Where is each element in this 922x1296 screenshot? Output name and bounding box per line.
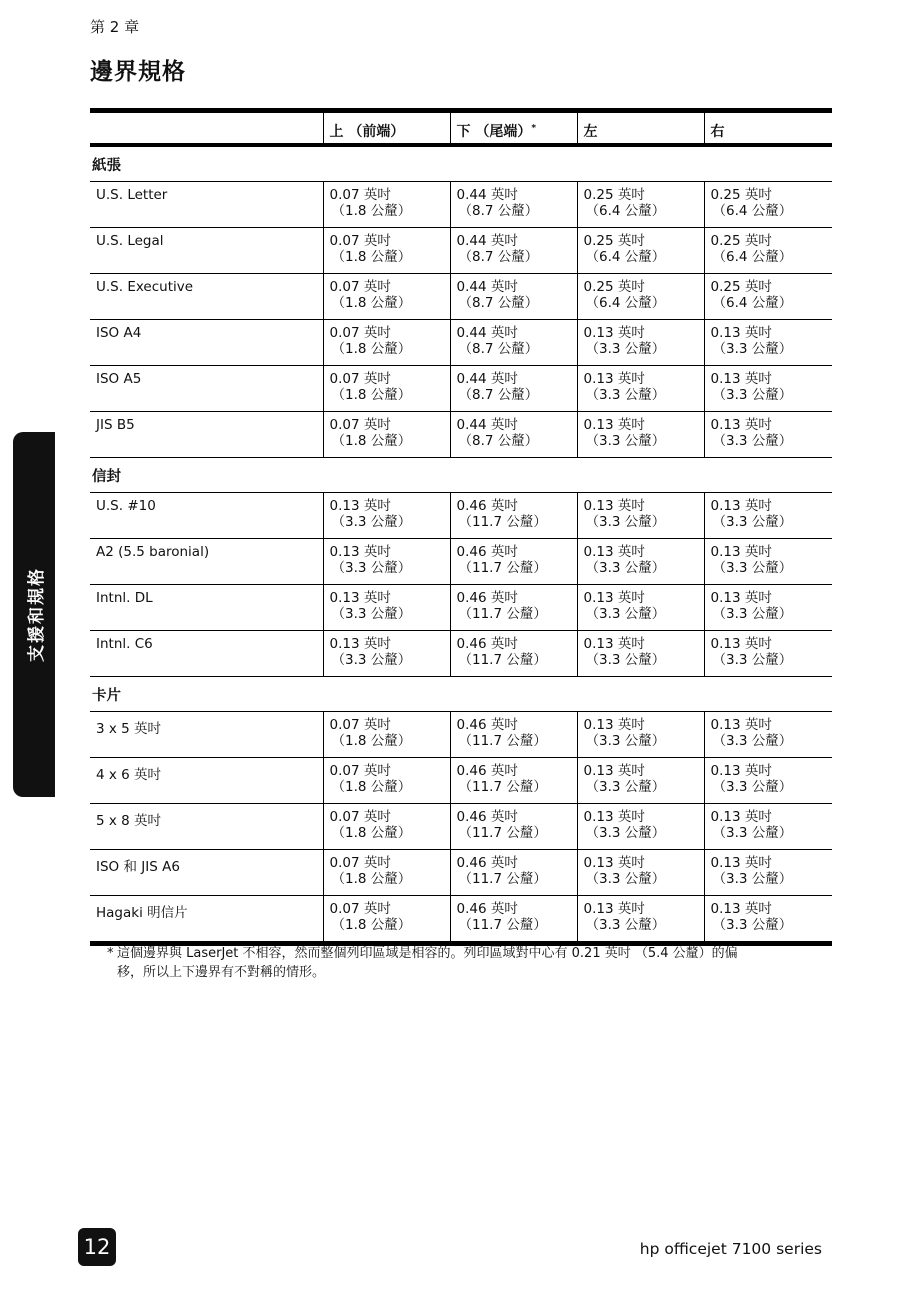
margin-value-cell bbox=[704, 895, 832, 943]
margin-value-cell bbox=[323, 181, 450, 227]
margin-millimeters: （3.3 公釐） bbox=[712, 651, 793, 668]
margin-inches: 0.46 英吋 bbox=[456, 854, 518, 871]
margin-millimeters: （3.3 公釐） bbox=[585, 916, 666, 933]
section-title: 信封 bbox=[90, 457, 832, 492]
margin-millimeters: （3.3 公釐） bbox=[585, 870, 666, 887]
margin-value-cell bbox=[323, 319, 450, 365]
margin-inches: 0.13 英吋 bbox=[583, 854, 645, 871]
margin-inches: 0.13 英吋 bbox=[710, 370, 772, 387]
margin-value-cell bbox=[450, 181, 577, 227]
table-row bbox=[90, 492, 832, 538]
margin-millimeters: （8.7 公釐） bbox=[458, 386, 539, 403]
margin-inches: 0.44 英吋 bbox=[456, 186, 518, 203]
footnote-asterisk: * bbox=[107, 946, 114, 961]
margin-value-cell bbox=[323, 365, 450, 411]
margin-millimeters: （3.3 公釐） bbox=[712, 559, 793, 576]
margin-inches: 0.13 英吋 bbox=[583, 762, 645, 779]
margin-value-cell bbox=[577, 492, 704, 538]
margin-value-cell bbox=[704, 492, 832, 538]
table-row bbox=[90, 803, 832, 849]
margin-inches: 0.13 英吋 bbox=[583, 900, 645, 917]
brand-footer: hp officejet 7100 series bbox=[639, 1240, 822, 1258]
margin-value-cell bbox=[577, 803, 704, 849]
margin-millimeters: （11.7 公釐） bbox=[458, 513, 547, 530]
media-size-name: A2 (5.5 baronial) bbox=[90, 538, 323, 584]
margin-inches: 0.13 英吋 bbox=[329, 635, 391, 652]
margin-millimeters: （3.3 公釐） bbox=[585, 340, 666, 357]
margin-value-cell bbox=[704, 227, 832, 273]
margin-inches: 0.25 英吋 bbox=[710, 186, 772, 203]
margin-millimeters: （3.3 公釐） bbox=[712, 778, 793, 795]
margin-millimeters: （1.8 公釐） bbox=[331, 916, 412, 933]
media-size-name: 5 x 8 英吋 bbox=[90, 803, 323, 849]
margin-millimeters: （6.4 公釐） bbox=[712, 294, 793, 311]
margin-inches: 0.13 英吋 bbox=[583, 543, 645, 560]
margin-value-cell bbox=[450, 411, 577, 457]
media-size-name: U.S. Letter bbox=[90, 181, 323, 227]
margin-value-cell bbox=[577, 584, 704, 630]
margin-inches: 0.25 英吋 bbox=[583, 186, 645, 203]
media-size-name: ISO A5 bbox=[90, 365, 323, 411]
margin-inches: 0.46 英吋 bbox=[456, 762, 518, 779]
margin-millimeters: （1.8 公釐） bbox=[331, 778, 412, 795]
margin-inches: 0.46 英吋 bbox=[456, 635, 518, 652]
table-row bbox=[90, 895, 832, 943]
margin-value-cell bbox=[704, 803, 832, 849]
margin-inches: 0.44 英吋 bbox=[456, 370, 518, 387]
margin-millimeters: （3.3 公釐） bbox=[331, 559, 412, 576]
table-row bbox=[90, 319, 832, 365]
margin-millimeters: （3.3 公釐） bbox=[331, 513, 412, 530]
margin-millimeters: （3.3 公釐） bbox=[712, 513, 793, 530]
margin-millimeters: （1.8 公釐） bbox=[331, 732, 412, 749]
margin-inches: 0.44 英吋 bbox=[456, 416, 518, 433]
table-body bbox=[90, 145, 832, 944]
margin-inches: 0.13 英吋 bbox=[710, 900, 772, 917]
margin-inches: 0.07 英吋 bbox=[329, 416, 391, 433]
margin-inches: 0.46 英吋 bbox=[456, 543, 518, 560]
margin-value-cell bbox=[323, 411, 450, 457]
margin-value-cell bbox=[323, 273, 450, 319]
margin-inches: 0.46 英吋 bbox=[456, 808, 518, 825]
margin-value-cell bbox=[323, 227, 450, 273]
margin-value-cell bbox=[704, 584, 832, 630]
margin-value-cell bbox=[450, 630, 577, 676]
section-title: 卡片 bbox=[90, 676, 832, 711]
margin-inches: 0.07 英吋 bbox=[329, 186, 391, 203]
footnote-line-2: 移，所以上下邊界有不對稱的情形。 bbox=[117, 965, 326, 980]
margin-value-cell bbox=[704, 849, 832, 895]
margin-value-cell bbox=[577, 849, 704, 895]
margin-value-cell bbox=[323, 895, 450, 943]
section-title: 紙張 bbox=[90, 145, 832, 182]
margin-inches: 0.13 英吋 bbox=[583, 716, 645, 733]
margin-inches: 0.46 英吋 bbox=[456, 589, 518, 606]
margin-millimeters: （3.3 公釐） bbox=[585, 651, 666, 668]
margin-inches: 0.07 英吋 bbox=[329, 900, 391, 917]
table-row bbox=[90, 273, 832, 319]
margin-inches: 0.25 英吋 bbox=[583, 278, 645, 295]
margin-millimeters: （3.3 公釐） bbox=[712, 824, 793, 841]
margin-inches: 0.13 英吋 bbox=[710, 762, 772, 779]
margin-value-cell bbox=[450, 273, 577, 319]
margin-value-cell bbox=[323, 849, 450, 895]
margin-millimeters: （11.7 公釐） bbox=[458, 559, 547, 576]
margin-millimeters: （11.7 公釐） bbox=[458, 778, 547, 795]
section-row bbox=[90, 676, 832, 711]
margin-inches: 0.44 英吋 bbox=[456, 232, 518, 249]
chapter-label: 第 2 章 bbox=[90, 18, 140, 36]
margin-value-cell bbox=[704, 365, 832, 411]
margin-millimeters: （11.7 公釐） bbox=[458, 870, 547, 887]
side-tab[interactable] bbox=[13, 432, 55, 797]
margin-millimeters: （3.3 公釐） bbox=[331, 651, 412, 668]
margin-value-cell bbox=[577, 411, 704, 457]
margin-millimeters: （6.4 公釐） bbox=[712, 202, 793, 219]
margin-inches: 0.13 英吋 bbox=[710, 416, 772, 433]
margin-millimeters: （6.4 公釐） bbox=[585, 294, 666, 311]
margin-millimeters: （1.8 公釐） bbox=[331, 432, 412, 449]
margin-millimeters: （11.7 公釐） bbox=[458, 824, 547, 841]
margin-value-cell bbox=[450, 803, 577, 849]
margin-value-cell bbox=[450, 849, 577, 895]
table-header-row bbox=[90, 111, 832, 145]
margin-value-cell bbox=[577, 273, 704, 319]
margin-value-cell bbox=[450, 319, 577, 365]
margin-inches: 0.13 英吋 bbox=[710, 589, 772, 606]
margin-value-cell bbox=[577, 711, 704, 757]
margin-value-cell bbox=[704, 538, 832, 584]
margin-millimeters: （3.3 公釐） bbox=[712, 732, 793, 749]
margin-millimeters: （6.4 公釐） bbox=[712, 248, 793, 265]
margin-value-cell bbox=[577, 895, 704, 943]
margin-inches: 0.13 英吋 bbox=[710, 808, 772, 825]
margin-inches: 0.25 英吋 bbox=[583, 232, 645, 249]
side-tab-label: 支援和規格 bbox=[26, 567, 47, 662]
margin-inches: 0.13 英吋 bbox=[710, 497, 772, 514]
margin-inches: 0.07 英吋 bbox=[329, 808, 391, 825]
table-row bbox=[90, 630, 832, 676]
margin-inches: 0.07 英吋 bbox=[329, 854, 391, 871]
table-row bbox=[90, 849, 832, 895]
margin-value-cell bbox=[577, 757, 704, 803]
margin-millimeters: （6.4 公釐） bbox=[585, 248, 666, 265]
margin-value-cell bbox=[450, 584, 577, 630]
margin-millimeters: （1.8 公釐） bbox=[331, 248, 412, 265]
table-row bbox=[90, 411, 832, 457]
margin-millimeters: （8.7 公釐） bbox=[458, 340, 539, 357]
margin-inches: 0.13 英吋 bbox=[583, 416, 645, 433]
media-size-name: ISO 和 JIS A6 bbox=[90, 849, 323, 895]
margin-value-cell bbox=[704, 319, 832, 365]
margin-value-cell bbox=[450, 538, 577, 584]
margin-inches: 0.13 英吋 bbox=[710, 324, 772, 341]
margin-millimeters: （3.3 公釐） bbox=[585, 559, 666, 576]
margin-millimeters: （3.3 公釐） bbox=[585, 778, 666, 795]
margin-value-cell bbox=[323, 630, 450, 676]
margin-value-cell bbox=[577, 630, 704, 676]
margin-inches: 0.13 英吋 bbox=[583, 808, 645, 825]
margin-millimeters: （3.3 公釐） bbox=[712, 432, 793, 449]
media-size-name: Intnl. C6 bbox=[90, 630, 323, 676]
margin-millimeters: （3.3 公釐） bbox=[585, 824, 666, 841]
header-bottom: 下 （尾端）* bbox=[450, 111, 577, 145]
margin-millimeters: （8.7 公釐） bbox=[458, 432, 539, 449]
table-row bbox=[90, 711, 832, 757]
margin-millimeters: （3.3 公釐） bbox=[585, 432, 666, 449]
margin-inches: 0.13 英吋 bbox=[710, 716, 772, 733]
margin-inches: 0.13 英吋 bbox=[329, 543, 391, 560]
margin-value-cell bbox=[577, 181, 704, 227]
margin-value-cell bbox=[323, 538, 450, 584]
margin-inches: 0.13 英吋 bbox=[710, 854, 772, 871]
table-row bbox=[90, 227, 832, 273]
margin-value-cell bbox=[450, 492, 577, 538]
table-row bbox=[90, 538, 832, 584]
margin-value-cell bbox=[450, 711, 577, 757]
margin-inches: 0.07 英吋 bbox=[329, 370, 391, 387]
media-size-name: Hagaki 明信片 bbox=[90, 895, 323, 943]
margin-inches: 0.07 英吋 bbox=[329, 278, 391, 295]
margin-millimeters: （8.7 公釐） bbox=[458, 248, 539, 265]
header-blank bbox=[90, 111, 323, 145]
margin-millimeters: （3.3 公釐） bbox=[331, 605, 412, 622]
margin-inches: 0.13 英吋 bbox=[583, 324, 645, 341]
table-row bbox=[90, 584, 832, 630]
margin-millimeters: （1.8 公釐） bbox=[331, 824, 412, 841]
margin-millimeters: （1.8 公釐） bbox=[331, 386, 412, 403]
margin-millimeters: （8.7 公釐） bbox=[458, 294, 539, 311]
footnote-line-1: 這個邊界與 LaserJet 不相容，然而整個列印區域是相容的。列印區域對中心有 0.21 英吋 （5.4 公釐）的偏 bbox=[117, 946, 738, 961]
margin-millimeters: （3.3 公釐） bbox=[712, 386, 793, 403]
margin-value-cell bbox=[323, 492, 450, 538]
media-size-name: Intnl. DL bbox=[90, 584, 323, 630]
margin-inches: 0.44 英吋 bbox=[456, 324, 518, 341]
page-title: 邊界規格 bbox=[90, 59, 186, 85]
margin-inches: 0.07 英吋 bbox=[329, 324, 391, 341]
margin-millimeters: （1.8 公釐） bbox=[331, 202, 412, 219]
margin-millimeters: （3.3 公釐） bbox=[712, 340, 793, 357]
margin-value-cell bbox=[704, 181, 832, 227]
margin-inches: 0.46 英吋 bbox=[456, 716, 518, 733]
section-row bbox=[90, 457, 832, 492]
margin-value-cell bbox=[323, 711, 450, 757]
header-top: 上 （前端） bbox=[323, 111, 450, 145]
margin-millimeters: （11.7 公釐） bbox=[458, 651, 547, 668]
margin-value-cell bbox=[450, 365, 577, 411]
media-size-name: 3 x 5 英吋 bbox=[90, 711, 323, 757]
margin-inches: 0.07 英吋 bbox=[329, 762, 391, 779]
margin-value-cell bbox=[323, 584, 450, 630]
margin-value-cell bbox=[704, 273, 832, 319]
margin-value-cell bbox=[704, 711, 832, 757]
margin-value-cell bbox=[450, 757, 577, 803]
margin-millimeters: （11.7 公釐） bbox=[458, 732, 547, 749]
media-size-name: U.S. #10 bbox=[90, 492, 323, 538]
margin-millimeters: （3.3 公釐） bbox=[712, 870, 793, 887]
margin-millimeters: （3.3 公釐） bbox=[712, 605, 793, 622]
margin-millimeters: （11.7 公釐） bbox=[458, 916, 547, 933]
margin-inches: 0.25 英吋 bbox=[710, 278, 772, 295]
margin-millimeters: （3.3 公釐） bbox=[585, 513, 666, 530]
margin-inches: 0.46 英吋 bbox=[456, 900, 518, 917]
margin-value-cell bbox=[323, 757, 450, 803]
section-row bbox=[90, 145, 832, 182]
margin-value-cell bbox=[704, 630, 832, 676]
margin-inches: 0.13 英吋 bbox=[329, 589, 391, 606]
margin-value-cell bbox=[450, 895, 577, 943]
margin-inches: 0.07 英吋 bbox=[329, 232, 391, 249]
margin-inches: 0.44 英吋 bbox=[456, 278, 518, 295]
media-size-name: U.S. Legal bbox=[90, 227, 323, 273]
margin-inches: 0.13 英吋 bbox=[710, 635, 772, 652]
margin-value-cell bbox=[577, 538, 704, 584]
media-size-name: JIS B5 bbox=[90, 411, 323, 457]
margin-inches: 0.13 英吋 bbox=[583, 635, 645, 652]
margin-millimeters: （6.4 公釐） bbox=[585, 202, 666, 219]
margin-value-cell bbox=[577, 365, 704, 411]
media-size-name: 4 x 6 英吋 bbox=[90, 757, 323, 803]
margin-inches: 0.13 英吋 bbox=[583, 497, 645, 514]
margin-inches: 0.46 英吋 bbox=[456, 497, 518, 514]
margin-millimeters: （8.7 公釐） bbox=[458, 202, 539, 219]
margin-inches: 0.07 英吋 bbox=[329, 716, 391, 733]
margin-inches: 0.13 英吋 bbox=[583, 589, 645, 606]
margin-inches: 0.25 英吋 bbox=[710, 232, 772, 249]
page-number: 12 bbox=[78, 1228, 116, 1266]
margin-millimeters: （3.3 公釐） bbox=[585, 605, 666, 622]
margin-inches: 0.13 英吋 bbox=[710, 543, 772, 560]
margin-millimeters: （3.3 公釐） bbox=[712, 916, 793, 933]
footnote-marker: * bbox=[531, 123, 537, 134]
margin-millimeters: （3.3 公釐） bbox=[585, 732, 666, 749]
margin-value-cell bbox=[577, 319, 704, 365]
table-row bbox=[90, 757, 832, 803]
margin-millimeters: （3.3 公釐） bbox=[585, 386, 666, 403]
margin-inches: 0.13 英吋 bbox=[329, 497, 391, 514]
header-left: 左 bbox=[577, 111, 704, 145]
margin-millimeters: （1.8 公釐） bbox=[331, 340, 412, 357]
margin-value-cell bbox=[577, 227, 704, 273]
margin-millimeters: （1.8 公釐） bbox=[331, 294, 412, 311]
header-right: 右 bbox=[704, 111, 832, 145]
margin-inches: 0.13 英吋 bbox=[583, 370, 645, 387]
margin-value-cell bbox=[323, 803, 450, 849]
margin-spec-table bbox=[90, 108, 832, 946]
media-size-name: U.S. Executive bbox=[90, 273, 323, 319]
margin-millimeters: （11.7 公釐） bbox=[458, 605, 547, 622]
table-row bbox=[90, 181, 832, 227]
footnote bbox=[107, 944, 807, 982]
media-size-name: ISO A4 bbox=[90, 319, 323, 365]
margin-value-cell bbox=[704, 411, 832, 457]
margin-millimeters: （1.8 公釐） bbox=[331, 870, 412, 887]
margin-value-cell bbox=[450, 227, 577, 273]
table-row bbox=[90, 365, 832, 411]
margin-value-cell bbox=[704, 757, 832, 803]
